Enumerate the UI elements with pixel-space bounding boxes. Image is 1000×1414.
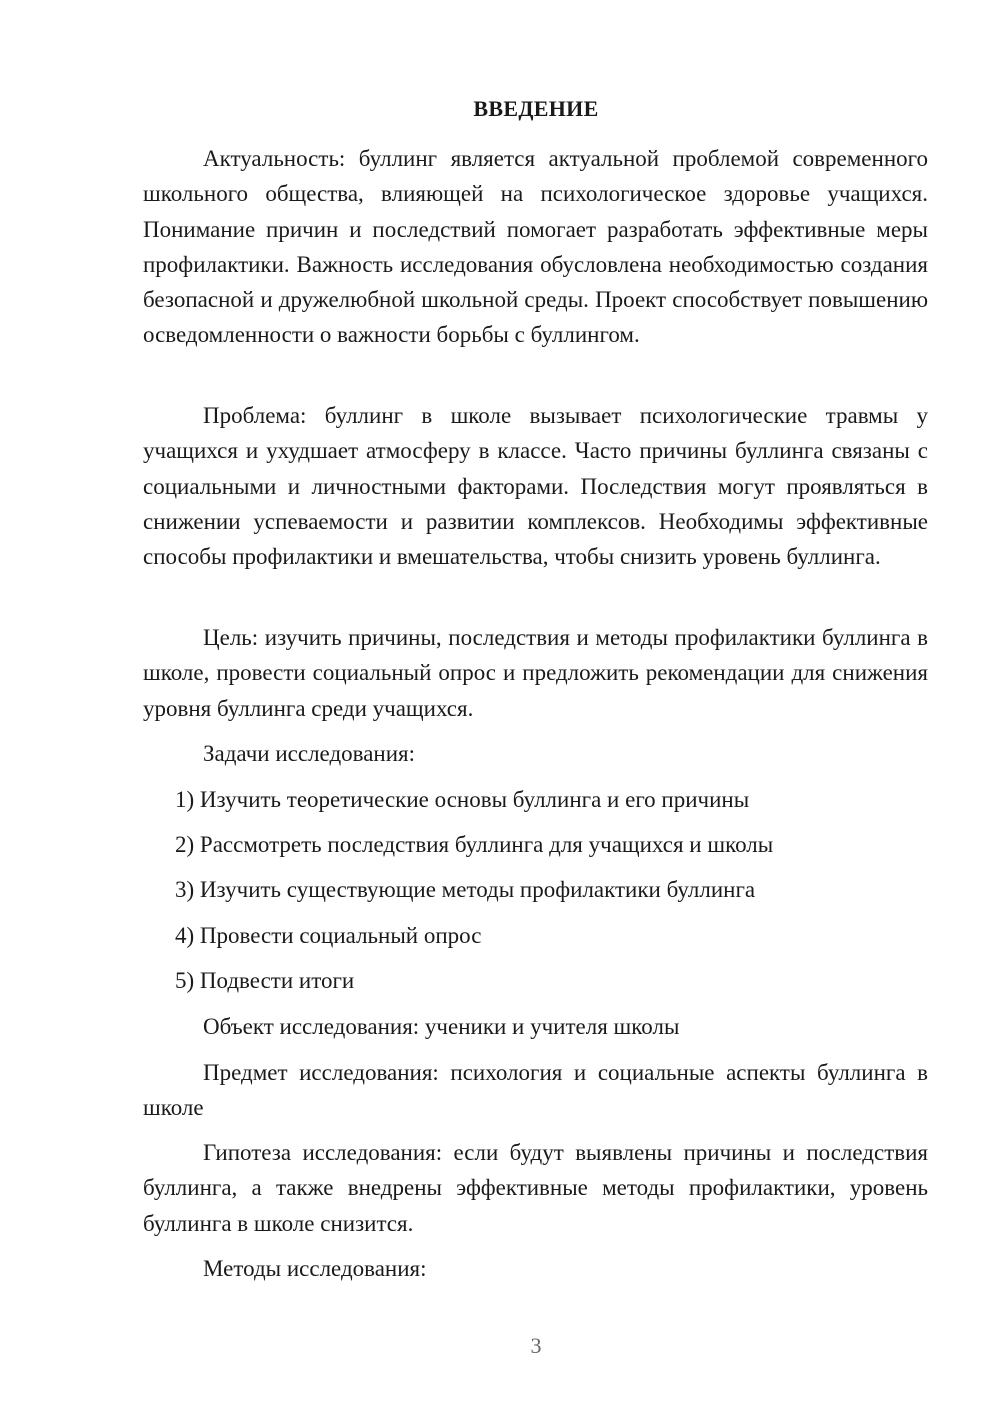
relevance-paragraph: Актуальность: буллинг является актуальной проблемой современного школьного общества, влияющей на психологическое здоровье учащихся. Понимание причин и последствий помогает разработать эффективные меры профилактики. Важность исследования обусловлена необходимостью создания безопасной и дружелюбной школьной среды. Проект способствует повышению осведомленности о важности борьбы с буллингом. [143,146,928,348]
hypothesis-paragraph: Гипотеза исследования: если будут выявлены причины и последствия буллинга, а также внедрены эффективные методы профилактики, уровень буллинга в школе снизится. [143,1140,928,1236]
subject-paragraph: Предмет исследования: психология и социальные аспекты буллинга в школе [143,1060,928,1121]
list-item: 2) Рассмотреть последствия буллинга для учащихся и школы [175,832,774,857]
problem-paragraph: Проблема: буллинг в школе вызывает психологические травмы у учащихся и ухудшает атмосферу в классе. Часто причины буллинга связаны с социальными и личностными факторами. Последствия могут проявляться в снижении успеваемости и развитии комплексов. Необходимы эффективные способы профилактики и вмешательства, чтобы снизить уровень буллинга. [143,403,928,570]
methods-label: Методы исследования: [203,1256,427,1281]
list-item: 5) Подвести итоги [175,968,355,993]
page-number: 3 [530,1333,542,1358]
list-item: 3) Изучить существующие методы профилактики буллинга [175,877,756,902]
goal-paragraph: Цель: изучить причины, последствия и методы профилактики буллинга в школе, провести социальный опрос и предложить рекомендации для снижения уровня буллинга среди учащихся. [143,625,928,721]
list-item: 1) Изучить теоретические основы буллинга и его причины [175,787,750,812]
list-item: 4) Провести социальный опрос [175,923,482,948]
tasks-label: Задачи исследования: [203,741,416,766]
section-heading: ВВЕДЕНИЕ [473,96,599,121]
object-line: Объект исследования: ученики и учителя школы [203,1014,680,1039]
